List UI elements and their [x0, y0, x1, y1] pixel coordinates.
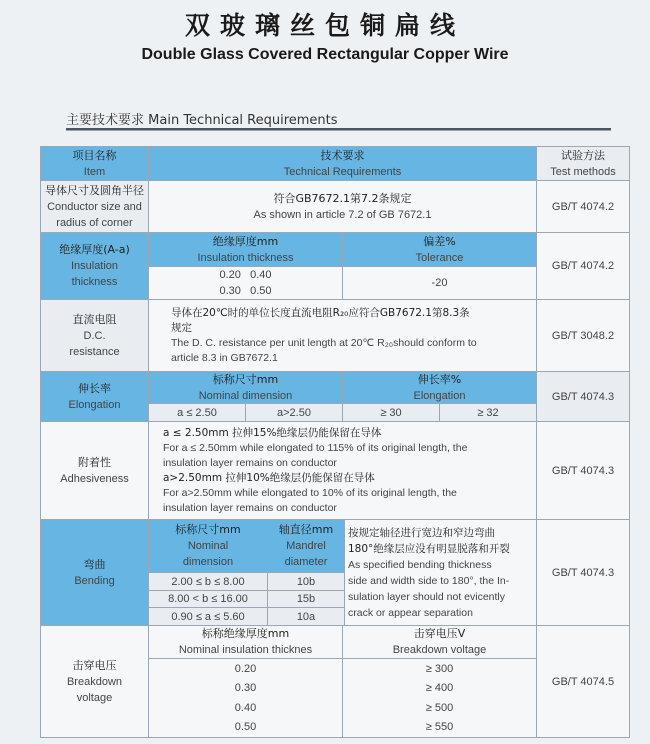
dc-req-en2: article 8.3 in GB7672.1 [171, 351, 278, 364]
elongation-col2-en: Elongation [413, 389, 466, 402]
bending-c2-cn: 轴直径mm [278, 523, 334, 536]
adhesiveness-test: GB/T 4074.3 [537, 422, 629, 519]
bending-c2-en1: Mandrel [286, 540, 326, 552]
section-heading [66, 109, 338, 128]
breakdown-volt-4: ≥ 550 [425, 721, 454, 734]
dc-item-en1: D.C. [83, 329, 106, 342]
bending-d3: As specified bending thickness [348, 558, 492, 571]
breakdown-col2-en: Breakdown voltage [392, 644, 487, 656]
adhesiveness-item-cn: 附着性 [78, 455, 111, 469]
conductor-req-en: As shown in article 7.2 of GB 7672.1 [253, 208, 432, 221]
breakdown-col2-header [343, 626, 536, 658]
header-test-en: Test methods [550, 165, 616, 178]
bending-mandrel-2: 15b [268, 591, 344, 607]
conductor-item-en2: radius of corner [56, 216, 133, 229]
elongation-val-3: ≥ 30 [343, 404, 439, 421]
row-conductor-requirement [149, 181, 536, 232]
conductor-test: GB/T 4074.2 [537, 181, 629, 232]
row-elongation-item [41, 372, 148, 421]
insulation-col2-header [343, 233, 536, 266]
bending-c1-en1: Nominal [187, 540, 229, 552]
header-requirements-cn: 技术要求 [320, 148, 365, 162]
bending-mandrel-3: 10a [268, 608, 344, 625]
insulation-test: GB/T 4074.2 [537, 233, 629, 299]
breakdown-col1-cn: 标称绝缘厚度mm [201, 627, 290, 640]
elongation-col1-en: Nominal dimension [198, 389, 293, 402]
header-requirements-en: Technical Requirements [283, 165, 402, 178]
bending-c1-en2: dimension [182, 556, 234, 568]
bending-d2: 180°绝缘层应没有明显脱落和开裂 [348, 542, 510, 555]
row-conductor-item [41, 181, 148, 232]
section-heading-cn: 主要技术要求 [66, 113, 145, 128]
dc-req-cn2: 规定 [171, 321, 192, 334]
dc-req-en1: The D. C. resistance per unit length at 20℃ R₂₀should conform to [171, 336, 477, 349]
header-item-en: Item [83, 165, 106, 178]
breakdown-test: GB/T 4074.5 [537, 626, 629, 737]
conductor-req-cn: 符合GB7672.1第7.2条规定 [273, 191, 412, 205]
bending-range-2: 8.00 < b ≤ 16.00 [149, 591, 267, 607]
page-title-en: Double Glass Covered Rectangular Copper Wire [141, 46, 509, 63]
row-adhesiveness-requirement [149, 422, 536, 519]
header-item [41, 147, 148, 180]
row-dc-requirement [149, 300, 536, 371]
elongation-val-2: a>2.50 [246, 404, 342, 421]
bending-d5: sulation layer should not evicently [348, 590, 506, 603]
adhesiveness-l2: For a ≤ 2.50mm while elongated to 115% of its original length, the [163, 441, 468, 454]
insulation-tolerance: -20 [343, 267, 536, 299]
adhesiveness-item-en: Adhesiveness [60, 472, 129, 485]
breakdown-thk-3: 0.40 [234, 701, 257, 714]
bending-range-3: 0.90 ≤ a ≤ 5.60 [149, 608, 267, 625]
adhesiveness-l1: a ≤ 2.50mm 拉伸15%绝缘层仍能保留在导体 [163, 426, 382, 439]
breakdown-item-en2: voltage [76, 691, 113, 704]
header-test-method [537, 147, 629, 180]
bending-mandrel-1: 10b [268, 573, 344, 590]
elongation-col1-header [149, 372, 342, 403]
breakdown-volt-1: ≥ 300 [425, 662, 454, 675]
bending-d6: crack or appear separation [348, 606, 473, 619]
bending-d4: side and width side to 180°, the In- [348, 574, 510, 587]
page-title-cn: 双玻璃丝包铜扁线 [184, 11, 465, 40]
bending-description [345, 520, 536, 625]
bending-test: GB/T 4074.3 [537, 520, 629, 625]
adhesiveness-l6: insulation layer remains on conductor [163, 501, 337, 514]
insulation-col1-header [149, 233, 342, 266]
elongation-col2-header [343, 372, 536, 403]
row-bending-item [41, 520, 148, 625]
dc-item-en2: resistance [69, 345, 120, 358]
adhesiveness-l4: a>2.50mm 拉伸10%绝缘层仍能保留在导体 [163, 471, 375, 484]
breakdown-thk-4: 0.50 [234, 721, 257, 734]
dc-item-cn: 直流电阻 [72, 312, 117, 326]
bending-item-en: Bending [74, 574, 115, 587]
breakdown-item-cn: 击穿电压 [72, 658, 117, 672]
conductor-item-en1: Conductor size and [47, 200, 142, 213]
row-adhesiveness-item [41, 422, 148, 519]
breakdown-col2-cn: 击穿电压V [413, 627, 466, 640]
section-heading-en: Main Technical Requirements [148, 113, 338, 128]
adhesiveness-l5: For a>2.50mm while elongated to 10% of its original length, the [163, 486, 457, 499]
insulation-value-2: 0.30 0.50 [219, 285, 272, 297]
dc-test: GB/T 3048.2 [537, 300, 629, 371]
elongation-item-en: Elongation [68, 398, 121, 411]
row-dc-item [41, 300, 148, 371]
elongation-col2-cn: 伸长率% [417, 372, 462, 386]
breakdown-voltage-list [343, 659, 536, 737]
insulation-col2-en: Tolerance [415, 251, 464, 264]
requirements-table [40, 146, 630, 738]
bending-d1: 按规定轴径进行宽边和窄边弯曲 [348, 526, 495, 539]
header-test-cn: 试验方法 [561, 148, 605, 162]
breakdown-col1-en: Nominal insulation thicknes [178, 644, 313, 656]
bending-item-cn: 弯曲 [83, 557, 106, 571]
elongation-val-4: ≥ 32 [440, 404, 536, 421]
bending-c2-en2: diameter [284, 556, 328, 568]
breakdown-thickness-list [149, 659, 342, 737]
breakdown-thk-2: 0.30 [234, 682, 257, 695]
bending-c1-cn: 标称尺寸mm [175, 523, 241, 536]
insulation-col1-cn: 绝缘厚度mm [212, 234, 279, 248]
row-breakdown-item [41, 626, 148, 737]
insulation-value-1: 0.20 0.40 [219, 269, 272, 281]
elongation-val-1: a ≤ 2.50 [149, 404, 245, 421]
adhesiveness-l3: insulation layer remains on conductor [163, 456, 337, 469]
header-requirements [149, 147, 536, 180]
bending-col2-header [268, 520, 344, 572]
insulation-item-en1: Insulation [70, 260, 119, 272]
header-item-cn: 项目名称 [72, 148, 117, 162]
insulation-values [149, 267, 342, 299]
row-insulation-item [41, 233, 148, 299]
insulation-col1-en: Insulation thickness [197, 251, 294, 264]
insulation-item-cn: 绝缘厚度(A-a) [59, 243, 130, 256]
breakdown-thk-1: 0.20 [234, 662, 257, 675]
breakdown-volt-3: ≥ 500 [425, 701, 454, 714]
insulation-item-en2: thickness [71, 276, 118, 288]
breakdown-item-en1: Breakdown [66, 675, 123, 688]
section-rule-shadow [66, 130, 611, 131]
conductor-item-cn: 导体尺寸及圆角半径 [45, 183, 144, 197]
insulation-col2-cn: 偏差% [423, 234, 456, 248]
breakdown-col1-header [149, 626, 342, 658]
bending-col1-header [149, 520, 267, 572]
elongation-item-cn: 伸长率 [78, 381, 111, 395]
elongation-test: GB/T 4074.3 [537, 372, 629, 421]
elongation-col1-cn: 标称尺寸mm [212, 372, 279, 386]
dc-req-cn1: 导体在20℃时的单位长度直流电阻R₂₀应符合GB7672.1第8.3条 [171, 306, 470, 319]
breakdown-volt-2: ≥ 400 [425, 682, 454, 695]
bending-range-1: 2.00 ≤ b ≤ 8.00 [149, 573, 267, 590]
